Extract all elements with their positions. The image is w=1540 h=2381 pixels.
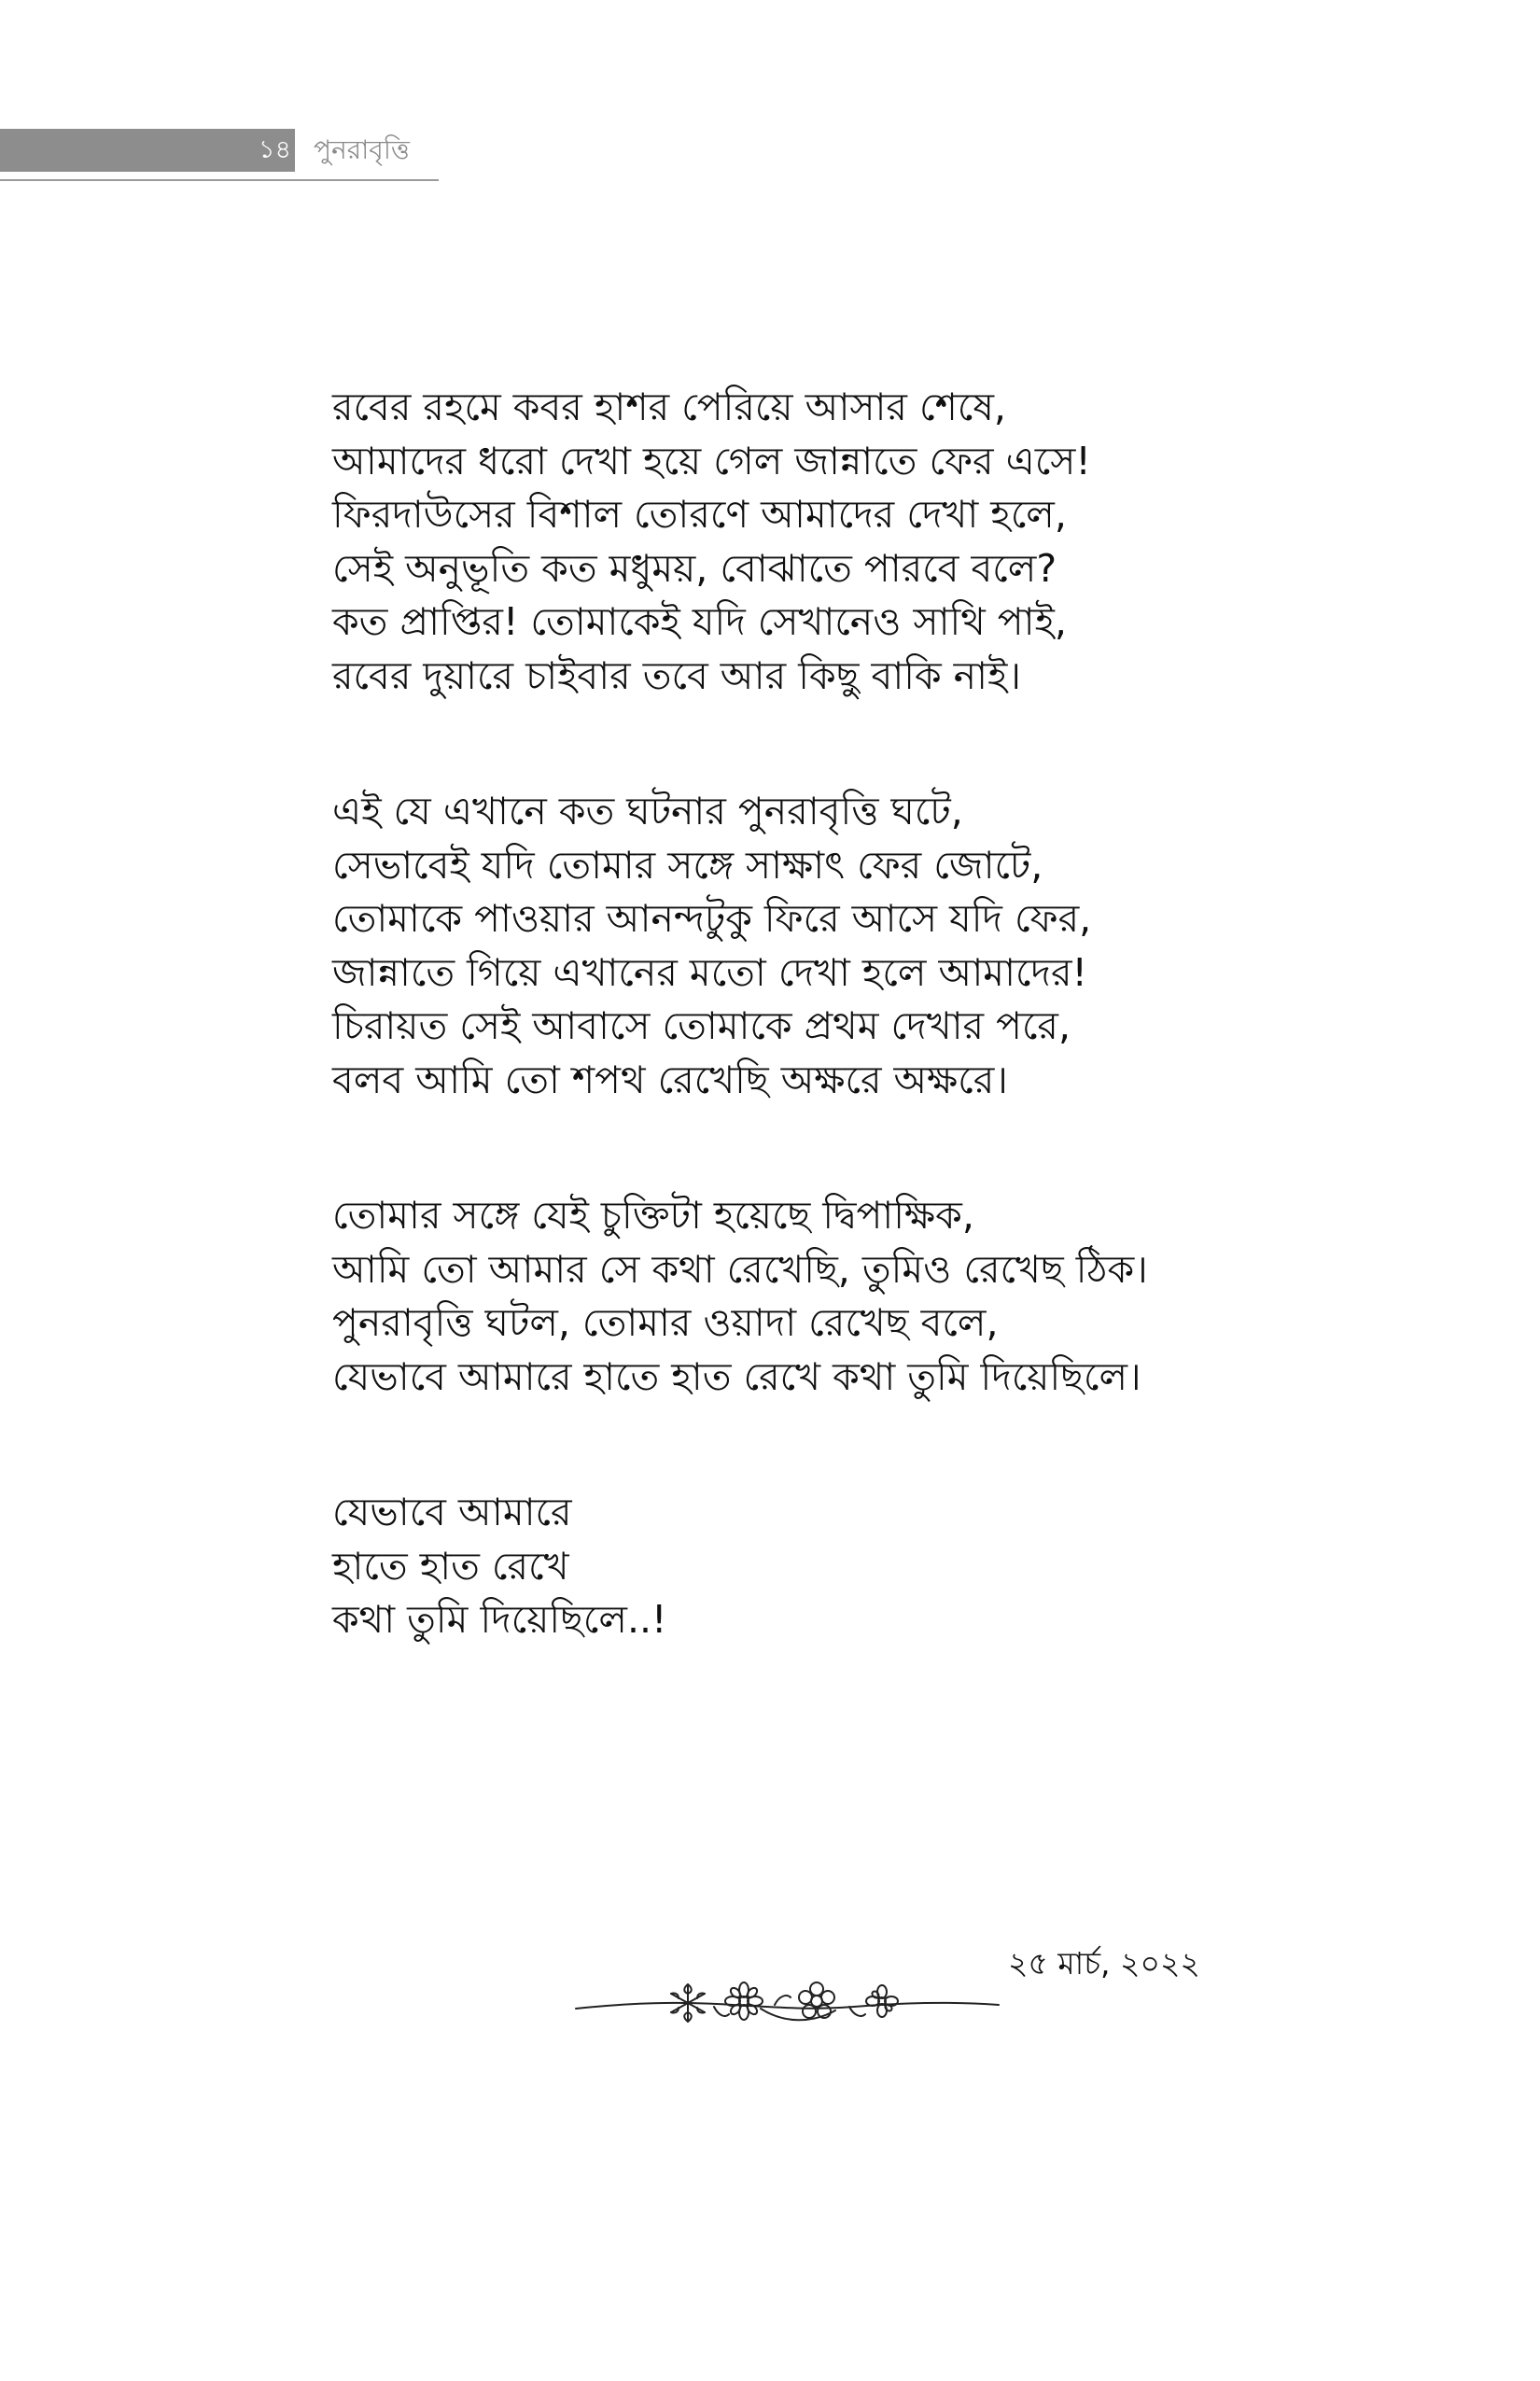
poem-line: সেই অনুভূতি কত মধুময়, বোঝাতে পারবে বলে?: [332, 545, 1057, 591]
poem-line: রবের দুয়ারে চাইবার তবে আর কিছু বাকি নাই।: [332, 652, 1022, 698]
poem-line: কথা তুমি দিয়েছিলে..!: [332, 1597, 667, 1642]
header-rule: [0, 179, 439, 181]
poem-line: জান্নাতে গিয়ে এখানের মতো দেখা হলে আমাদের!: [332, 949, 1087, 995]
poem-line: এই যে এখানে কত ঘটনার পুনরাবৃত্তি ঘটে,: [332, 789, 963, 833]
poem-line: পুনরাবৃত্তি ঘটল, তোমার ওয়াদা রেখেছ বলে,: [332, 1300, 999, 1345]
stanza-3: [332, 1189, 1266, 1404]
page-number: ১৪: [258, 135, 291, 164]
running-title: পুনরাবৃত্তি: [314, 134, 410, 165]
poem-line: বলব আমি তো শপথ রেখেছি অক্ষরে অক্ষরে।: [332, 1057, 1008, 1102]
poem-date: ২৫ মার্চ, ২০২২: [1008, 1945, 1200, 1982]
poem-line: কত প্রাপ্তির! তোমাকেই যদি সেখানেও সাথি পাই,: [332, 599, 1067, 644]
stanza-4: [332, 1486, 1266, 1647]
poem-line: ফিরদাউসের বিশাল তোরণে আমাদের দেখা হলে,: [332, 492, 1067, 537]
stanza-2: [332, 785, 1266, 1107]
poem-line: যেভাবে আমারে হাতে হাত রেখে কথা তুমি দিয়েছিলে।: [332, 1353, 1141, 1399]
poem-line: আমাদের ধরো দেখা হয়ে গেল জান্নাতে ফের এসে!: [332, 438, 1091, 483]
poem-line: রবের রহমে কবর হাশর পেরিয়ে আসার শেষে,: [332, 385, 1006, 429]
flower-vine-icon: [574, 1968, 1003, 2038]
poem-line: তোমার সঙ্গে যেই চুক্তিটা হয়েছে দ্বিপাক্ষিক,: [332, 1193, 974, 1238]
poem-line: যেভাবে আমারে: [332, 1490, 572, 1534]
poem-line: আমি তো আমার সে কথা রেখেছি, তুমিও রেখেছ ঠিক।: [332, 1246, 1148, 1292]
stanza-1: [332, 381, 1266, 703]
poem: [332, 381, 1266, 1730]
poem-line: তোমাকে পাওয়ার আনন্দটুকু ফিরে আসে যদি ফের,: [332, 896, 1092, 941]
poem-line: সেভাবেই যদি তোমার সঙ্গে সাক্ষাৎ ফের জোটে,: [332, 842, 1043, 888]
poem-line: চিরায়ত সেই আবাসে তোমাকে প্রথম দেখার পরে,: [332, 1003, 1071, 1048]
poem-line: হাতে হাত রেখে: [332, 1543, 569, 1589]
